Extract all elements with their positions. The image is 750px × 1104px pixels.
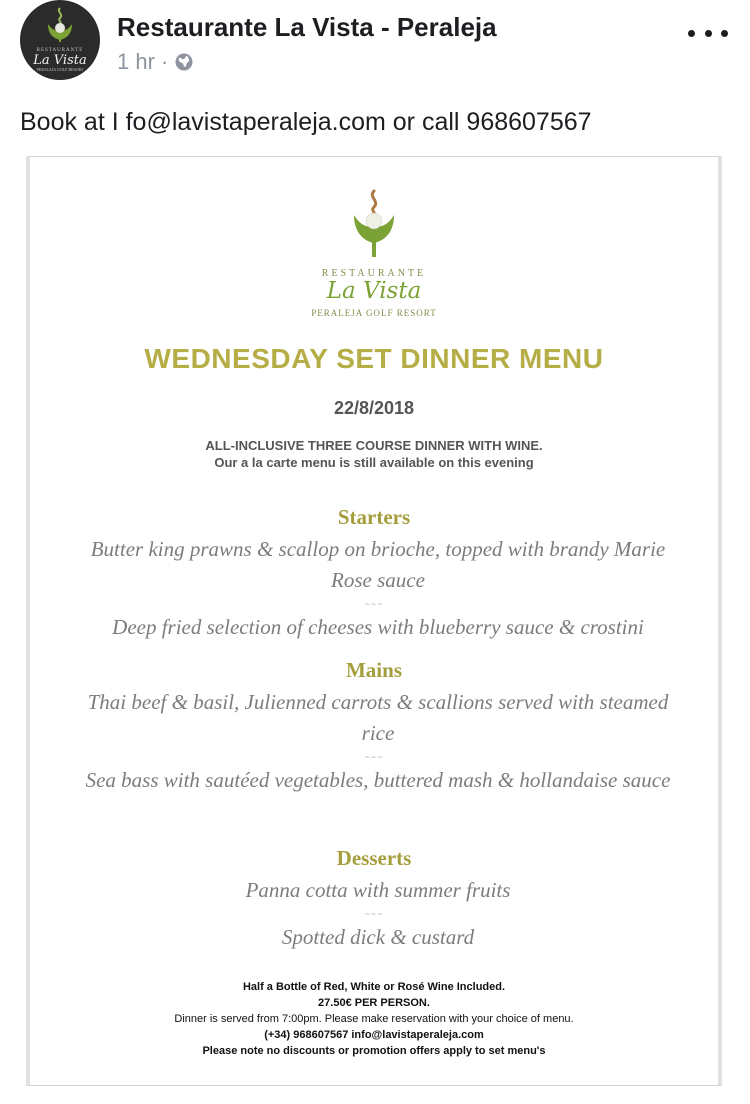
- meta-separator: ·: [160, 49, 169, 74]
- page-name-link[interactable]: Restaurante La Vista - Peraleja: [117, 12, 497, 42]
- avatar-logo-icon: [20, 0, 100, 80]
- menu-flyer-image[interactable]: [26, 156, 722, 1086]
- main-dish-2: Sea bass with sautéed vegetables, buttered mash & hollandaise sauce: [85, 768, 671, 792]
- starter-dish-2: Deep fried selection of cheeses with blueberry sauce & crostini: [112, 615, 644, 639]
- post-header: [0, 0, 750, 100]
- post-timestamp[interactable]: 1 hr: [117, 49, 155, 74]
- starter-dish-1: Butter king prawns & scallop on brioche, topped with brandy Marie Rose sauce: [90, 537, 666, 592]
- flyer-logo: [30, 187, 718, 267]
- post-meta: [117, 49, 194, 75]
- menu-footer: [30, 979, 718, 1059]
- intro-line-1: ALL-INCLUSIVE THREE COURSE DINNER WITH WINE.: [205, 438, 543, 453]
- footer-wine: Half a Bottle of Red, White or Rosé Wine Included.: [242, 981, 506, 993]
- footer-contact: (+34) 968607567 info@lavistaperaleja.com: [264, 1029, 484, 1041]
- avatar-text-restaurante: RESTAURANTE: [36, 48, 84, 53]
- starters-heading: Starters: [337, 505, 411, 529]
- desserts-heading: Desserts: [336, 846, 412, 870]
- more-dot-icon: [721, 30, 728, 37]
- avatar-text-resort: PERALEJA GOLF RESORT: [36, 67, 84, 72]
- more-dot-icon: [705, 30, 712, 37]
- restaurant-logo-icon: [344, 187, 404, 262]
- starters-separator: ~~~: [364, 599, 384, 609]
- dessert-dish-2: Spotted dick & custard: [281, 925, 475, 949]
- logo-name-text: La Vista: [326, 278, 422, 304]
- more-options-button[interactable]: [688, 18, 728, 48]
- footer-note: Please note no discounts or promotion offers apply to set menu's: [202, 1045, 546, 1057]
- main-dish-1: Thai beef & basil, Julienned carrots & scallions served with steamed rice: [87, 690, 669, 745]
- post-text: Book at I fo@lavistaperaleja.com or call 968607567: [20, 108, 592, 136]
- globe-icon: [174, 52, 194, 72]
- footer-served: Dinner is served from 7:00pm. Please make reservation with your choice of menu.: [174, 1013, 574, 1025]
- dessert-dish-1: Panna cotta with summer fruits: [245, 878, 511, 902]
- page-avatar[interactable]: [20, 0, 100, 80]
- mains-separator: ~~~: [364, 752, 384, 762]
- menu-title: WEDNESDAY SET DINNER MENU: [144, 343, 604, 374]
- footer-price: 27.50€ PER PERSON.: [318, 997, 430, 1009]
- logo-restaurante-text: RESTAURANTE: [321, 268, 427, 279]
- mains-heading: Mains: [345, 658, 402, 682]
- more-dot-icon: [688, 30, 695, 37]
- menu-intro: [30, 437, 718, 471]
- menu-date: 22/8/2018: [333, 398, 415, 418]
- desserts-separator: ~~~: [364, 909, 384, 919]
- intro-line-2: Our a la carte menu is still available on this evening: [214, 455, 534, 470]
- logo-resort-text: PERALEJA GOLF RESORT: [311, 308, 437, 318]
- avatar-text-name: La Vista: [33, 53, 87, 68]
